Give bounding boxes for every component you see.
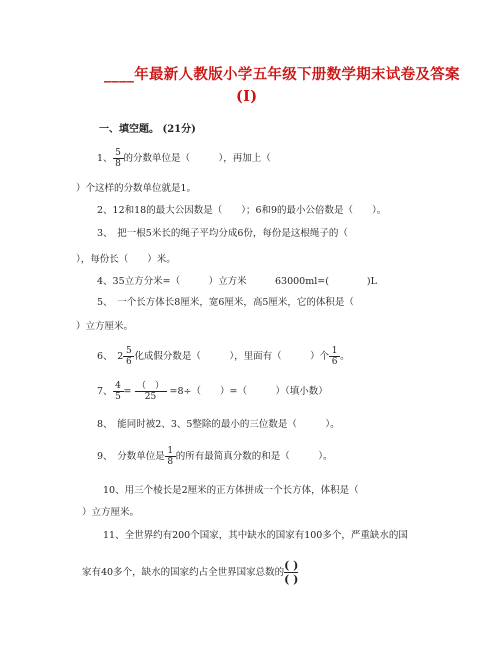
section-heading: 一、填空题。 (21分) xyxy=(99,124,196,135)
page-title: ____年最新人教版小学五年级下册数学期末试卷及答案 xyxy=(104,66,460,83)
answer-fraction-blank: ( ) ( ) xyxy=(284,559,299,586)
question-3: 3、 把一根5米长的绳子平均分成6份，每份是这根绳子的（ xyxy=(97,228,348,239)
question-6: 6、 2 $\frac{5}{6}$ 化成假分数是（ ），里面有（ ）个 $\frac{1}{6}$ 。 xyxy=(97,346,350,367)
question-4b: 63000ml=( )L xyxy=(275,276,377,287)
question-5-cont: ）立方厘米。 xyxy=(76,321,134,332)
fraction: $\frac{1}{8}$ xyxy=(166,446,175,467)
question-1-cont: ）个这样的分数单位就是1。 xyxy=(76,183,197,194)
question-1: 1、 $\frac{5}{8}$ 的分数单位是（ ），再加上（ xyxy=(97,148,271,169)
question-10: 10、用三个棱长是2厘米的正方体拼成一个长方体，体积是（ xyxy=(103,485,359,496)
question-2: 2、12和18的最大公因数是（ ）；6和9的最小公倍数是（ ）。 xyxy=(97,205,387,216)
question-5: 5、 一个长方体长8厘米，宽6厘米，高5厘米，它的体积是（ xyxy=(97,297,354,308)
question-4a: 4、35立方分米=（ ）立方米 xyxy=(97,276,247,287)
question-9: 9、 分数单位是 $\frac{1}{8}$ 的所有最简真分数的和是（ ）。 xyxy=(97,446,333,467)
fraction: $\frac{5}{8}$ xyxy=(114,148,123,169)
question-10-cont: ）立方厘米。 xyxy=(82,507,140,518)
question-11: 11、全世界约有200个国家，其中缺水的国家有100多个，严重缺水的国 xyxy=(103,530,408,541)
fraction: $\frac{1}{6}$ xyxy=(330,346,339,367)
page-title-suffix: (I) xyxy=(236,88,258,105)
fraction: $\frac{( )}{25}$ xyxy=(136,381,166,402)
question-3-cont: ），每份长（ ）米。 xyxy=(76,254,176,265)
question-11-cont: 家有40多个，缺水的国家约占全世界国家总数的 ( ) ( ) xyxy=(82,559,299,586)
question-7: 7、 $\frac{4}{5}$ = $\frac{( )}{25}$ =8÷（ ）=（ ）（填小数） xyxy=(97,381,328,402)
question-8: 8、 能同时被2、3、5整除的最小的三位数是（ ）。 xyxy=(97,419,340,430)
fraction: $\frac{5}{6}$ xyxy=(124,346,133,367)
fraction: $\frac{4}{5}$ xyxy=(114,381,123,402)
